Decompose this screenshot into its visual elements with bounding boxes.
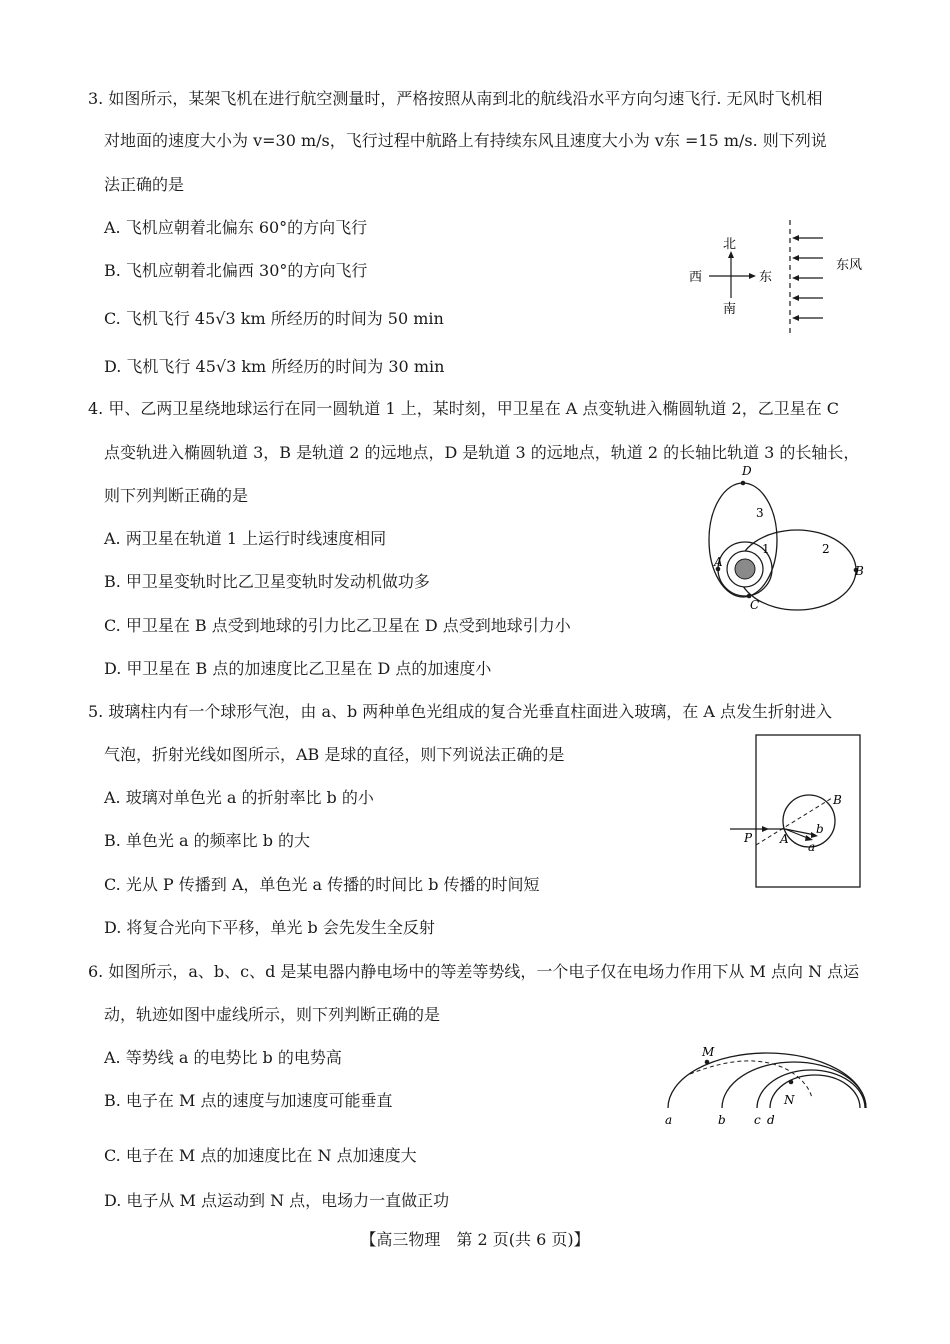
equipotential-a (668, 1053, 866, 1108)
q6-stem-line-2: 动，轨迹如图中虚线所示，则下列判断正确的是 (104, 1005, 441, 1024)
label-m: M (702, 1045, 715, 1059)
q3-stem-line-1: 3. 如图所示，某架飞机在进行航空测量时，严格按照从南到北的航线沿水平方向匀速飞行. 无风时飞机相 (88, 89, 823, 108)
q5-option-b: B. 单色光 a 的频率比 b 的大 (104, 831, 311, 850)
east-wind-label: 东风 (836, 258, 863, 273)
label-ray-a: a (808, 840, 816, 854)
q3-option-c: C. 飞机飞行 45√3 km 所经历的时间为 50 min (104, 309, 444, 328)
q5-stem-line-1: 5. 玻璃柱内有一个球形气泡，由 a、b 两种单色光组成的复合光垂直柱面进入玻璃，在 A 点发生折射进入 (88, 702, 833, 721)
q4-option-c: C. 甲卫星在 B 点受到地球的引力比乙卫星在 D 点受到地球引力小 (104, 616, 571, 635)
q4-option-d: D. 甲卫星在 B 点的加速度比乙卫星在 D 点的加速度小 (104, 659, 492, 678)
label-orbit-3: 3 (756, 506, 764, 520)
q3-compass-wind-figure (680, 218, 870, 338)
compass-west-label: 西 (689, 270, 703, 285)
page-footer: 【高三物理 第 2 页(共 6 页)】 (360, 1230, 590, 1249)
q6-stem-line-1: 6. 如图所示，a、b、c、d 是某电器内静电场中的等差等势线，一个电子仅在电场力作用下从 M 点向 N 点运 (88, 962, 860, 981)
q3-stem-line-3: 法正确的是 (104, 175, 185, 194)
q4-option-a: A. 两卫星在轨道 1 上运行时线速度相同 (104, 529, 387, 548)
ray-b (785, 829, 815, 835)
label-b: B (855, 564, 864, 578)
compass-north-label: 北 (723, 237, 737, 252)
q5-option-a: A. 玻璃对单色光 a 的折射率比 b 的小 (104, 788, 374, 807)
label-c-line: c (754, 1113, 761, 1127)
q4-option-b: B. 甲卫星变轨时比乙卫星变轨时发动机做功多 (104, 572, 430, 591)
label-ray-b: b (816, 822, 824, 836)
q4-stem-line-3: 则下列判断正确的是 (104, 486, 249, 505)
q4-stem-line-2: 点变轨进入椭圆轨道 3，B 是轨道 2 的远地点，D 是轨道 3 的远地点，轨道 2 的长轴比轨道 3 的长轴长， (104, 443, 860, 462)
label-b-point: B (833, 793, 842, 807)
label-orbit-1: 1 (762, 542, 770, 556)
label-c: C (750, 598, 760, 612)
label-a-point: A (780, 832, 789, 846)
point-d (741, 481, 746, 486)
label-p: P (744, 831, 753, 845)
q6-option-c: C. 电子在 M 点的加速度比在 N 点加速度大 (104, 1146, 417, 1165)
q3-option-d: D. 飞机飞行 45√3 km 所经历的时间为 30 min (104, 357, 445, 376)
compass-south-label: 南 (723, 302, 737, 317)
point-m (705, 1060, 710, 1065)
q5-stem-line-2: 气泡，折射光线如图所示，AB 是球的直径，则下列说法正确的是 (104, 745, 565, 764)
point-n (789, 1080, 794, 1085)
label-orbit-2: 2 (822, 542, 830, 556)
q4-orbit-figure (700, 464, 870, 612)
q6-option-b: B. 电子在 M 点的速度与加速度可能垂直 (104, 1091, 393, 1110)
label-a-line: a (665, 1113, 673, 1127)
q4-stem-line-1: 4. 甲、乙两卫星绕地球运行在同一圆轨道 1 上，某时刻，甲卫星在 A 点变轨进入椭圆轨道 2，乙卫星在 C (88, 399, 840, 418)
label-d-line: d (767, 1113, 775, 1127)
q3-option-a: A. 飞机应朝着北偏东 60°的方向飞行 (104, 218, 368, 237)
label-n: N (784, 1093, 795, 1107)
q5-option-d: D. 将复合光向下平移，单光 b 会先发生全反射 (104, 918, 435, 937)
q6-equipotential-figure (660, 1042, 870, 1128)
glass-column (756, 735, 860, 887)
q3-option-b: B. 飞机应朝着北偏西 30°的方向飞行 (104, 261, 368, 280)
earth-core (735, 559, 755, 579)
q5-option-c: C. 光从 P 传播到 A，单色光 a 传播的时间比 b 传播的时间短 (104, 875, 540, 894)
q6-option-a: A. 等势线 a 的电势比 b 的电势高 (104, 1048, 342, 1067)
q6-option-d: D. 电子从 M 点运动到 N 点，电场力一直做正功 (104, 1191, 450, 1210)
q5-bubble-figure (728, 734, 862, 889)
label-d: D (742, 464, 752, 478)
label-a: A (714, 555, 723, 569)
wind-arrows (792, 235, 823, 321)
label-b-line: b (718, 1113, 726, 1127)
compass-east-label: 东 (759, 270, 773, 285)
q3-stem-line-2: 对地面的速度大小为 v=30 m/s，飞行过程中航路上有持续东风且速度大小为 v东 =15 m/s. 则下列说 (104, 131, 827, 150)
